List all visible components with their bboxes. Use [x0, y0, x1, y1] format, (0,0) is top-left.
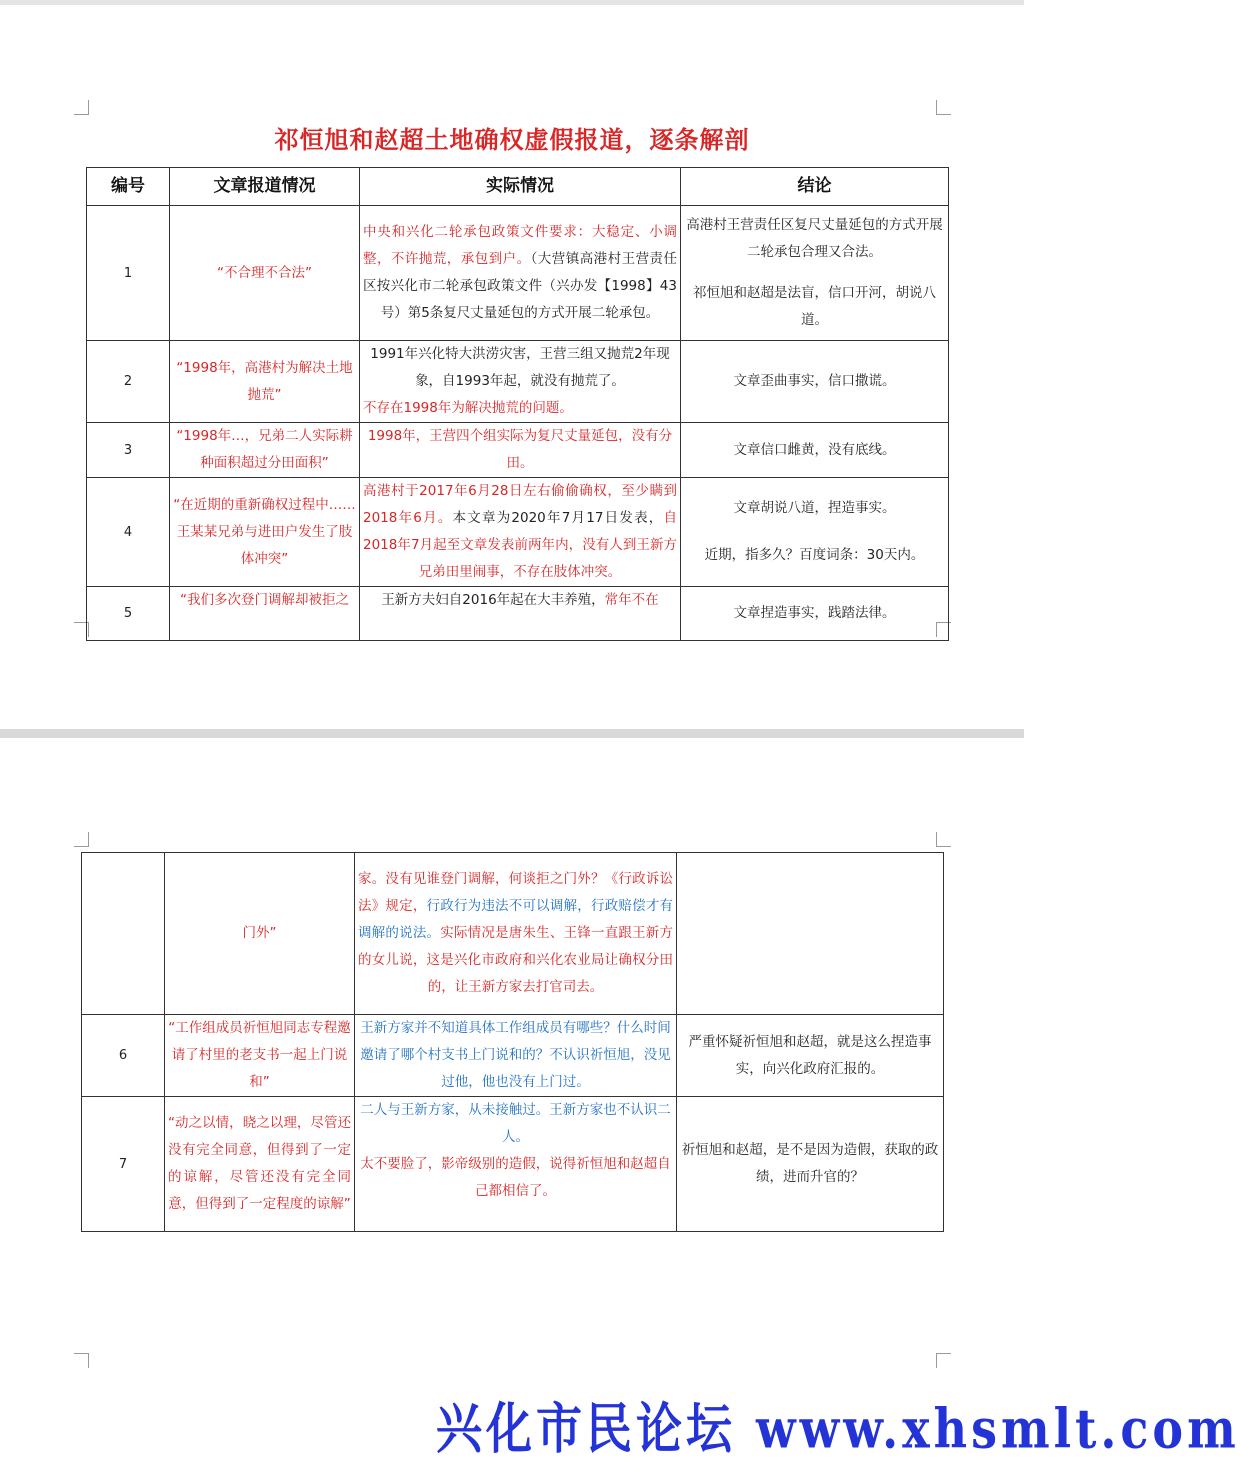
conclusion-cell: 祈恒旭和赵超，是不是因为造假，获取的政绩，进而升官的？: [677, 1097, 944, 1232]
page-title: 祁恒旭和赵超土地确权虚假报道，逐条解剖: [274, 126, 750, 154]
actual-text: 行政行为违法不可以调解，行政赔偿才有调解的说法。: [358, 898, 674, 941]
table-row: [82, 853, 944, 1015]
conclusion-cell: [681, 478, 949, 587]
actual-text: 不存在1998年为解决抛荒的问题。: [363, 400, 573, 416]
crop-mark: [936, 100, 951, 115]
row-number: 6: [82, 1015, 165, 1097]
actual-text: 自2018年7月起至文章发表前两年内，没有人到王新方兄弟田里闹事，不存在肢体冲突。: [363, 510, 678, 580]
row-number: 7: [82, 1097, 165, 1232]
crop-mark: [74, 100, 89, 115]
actual-text: 本文章为2020年7月17日发表，: [452, 510, 664, 526]
table-row: [87, 587, 949, 641]
report-cell: “我们多次登门调解却被拒之: [170, 587, 360, 641]
conclusion-cell: 文章歪曲事实，信口撒谎。: [681, 341, 949, 423]
actual-text: 常年不在: [604, 592, 659, 608]
actual-cell: 王新方家并不知道具体工作组成员有哪些？什么时间邀请了哪个村支书上门说和的？不认识祈恒旭，没见过他，他也没有上门过。: [355, 1015, 677, 1097]
row-number: 2: [87, 341, 170, 423]
table-row: [87, 206, 949, 341]
actual-text: 实际情况是唐朱生、王锋一直跟王新方的女儿说，这是兴化市政府和兴化农业局让确权分田的，让王新方家去打官司去。: [358, 925, 674, 995]
table-row: [82, 1015, 944, 1097]
row-number-empty: [82, 853, 165, 1015]
conclusion-text: 文章胡说八道，捏造事实。: [733, 500, 896, 516]
crop-mark: [74, 832, 89, 847]
row-number: 5: [87, 587, 170, 641]
actual-text: 1991年兴化特大洪涝灾害，王营三组又抛荒2年现象，自1993年起，就没有抛荒了。: [370, 346, 670, 389]
report-cell: 门外”: [165, 853, 355, 1015]
report-cell: “1998年…，兄弟二人实际耕种面积超过分田面积”: [170, 423, 360, 478]
header-actual: 实际情况: [360, 168, 681, 206]
crop-mark: [936, 1353, 951, 1368]
row-number: 3: [87, 423, 170, 478]
actual-text: 王新方夫妇自2016年起在大丰养殖，: [381, 592, 605, 608]
conclusion-cell: 严重怀疑祈恒旭和赵超，就是这么捏造事实，向兴化政府汇报的。: [677, 1015, 944, 1097]
crop-mark: [936, 832, 951, 847]
actual-cell: [360, 341, 681, 423]
conclusion-text: 祁恒旭和赵超是法盲，信口开河，胡说八道。: [693, 285, 936, 328]
report-cell: “动之以情，晓之以理，尽管还没有完全同意，但得到了一定的谅解，尽管还没有完全同意，但得到了一定程度的谅解”: [165, 1097, 355, 1232]
row-number: 4: [87, 478, 170, 587]
actual-cell: [360, 206, 681, 341]
actual-cell: [355, 853, 677, 1015]
report-cell: “不合理不合法”: [170, 206, 360, 341]
table-row: [87, 478, 949, 587]
table-row: [82, 1097, 944, 1232]
table-row: [87, 423, 949, 478]
report-cell: “1998年，高港村为解决土地抛荒”: [170, 341, 360, 423]
table-header-row: [87, 168, 949, 206]
header-conclusion: 结论: [681, 168, 949, 206]
crop-mark: [74, 1353, 89, 1368]
actual-cell: [360, 587, 681, 641]
actual-text: 高港村于2017年6月28日左右偷偷确权，至少瞒到2018年6月。: [363, 483, 677, 526]
actual-text: 中央和兴化二轮承包政策文件要求：大稳定、小调整，不许抛荒，承包到户。: [363, 224, 677, 267]
header-number: 编号: [87, 168, 170, 206]
actual-cell: 1998年，王营四个组实际为复尺丈量延包，没有分田。: [360, 423, 681, 478]
conclusion-cell: 文章信口雌黄，没有底线。: [681, 423, 949, 478]
top-bar: [0, 0, 1024, 5]
header-report: 文章报道情况: [170, 168, 360, 206]
actual-text: （大营镇高港村王营责任区按兴化市二轮承包政策文件（兴办发【1998】43号）第5条复尺丈量延包的方式开展二轮承包。: [363, 251, 678, 321]
page-divider: [0, 729, 1024, 738]
actual-cell: [355, 1097, 677, 1232]
table-row: [87, 341, 949, 423]
conclusion-text: 近期，指多久？百度词条：30天内。: [704, 547, 925, 563]
actual-text: 二人与王新方家，从未接触过。王新方家也不认识二人。: [360, 1102, 671, 1145]
conclusion-cell: [681, 206, 949, 341]
actual-cell: [360, 478, 681, 587]
report-table-page-1: [86, 167, 949, 641]
conclusion-cell-empty: [677, 853, 944, 1015]
actual-text: 太不要脸了，影帝级别的造假，说得祈恒旭和赵超自己都相信了。: [360, 1156, 671, 1199]
actual-text: 家。没有见谁登门调解，何谈拒之门外？《行政诉讼法》规定，: [358, 871, 673, 914]
report-cell: “工作组成员祈恒旭同志专程邀请了村里的老支书一起上门说和”: [165, 1015, 355, 1097]
report-cell: “在近期的重新确权过程中……王某某兄弟与进田户发生了肢体冲突”: [170, 478, 360, 587]
conclusion-cell: 文章捏造事实，践踏法律。: [681, 587, 949, 641]
report-table-page-2: [81, 852, 944, 1232]
conclusion-text: 高港村王营责任区复尺丈量延包的方式开展二轮承包合理又合法。: [686, 217, 943, 260]
row-number: 1: [87, 206, 170, 341]
site-watermark: 兴化市民论坛 www.xhsmlt.com: [436, 1396, 1240, 1461]
